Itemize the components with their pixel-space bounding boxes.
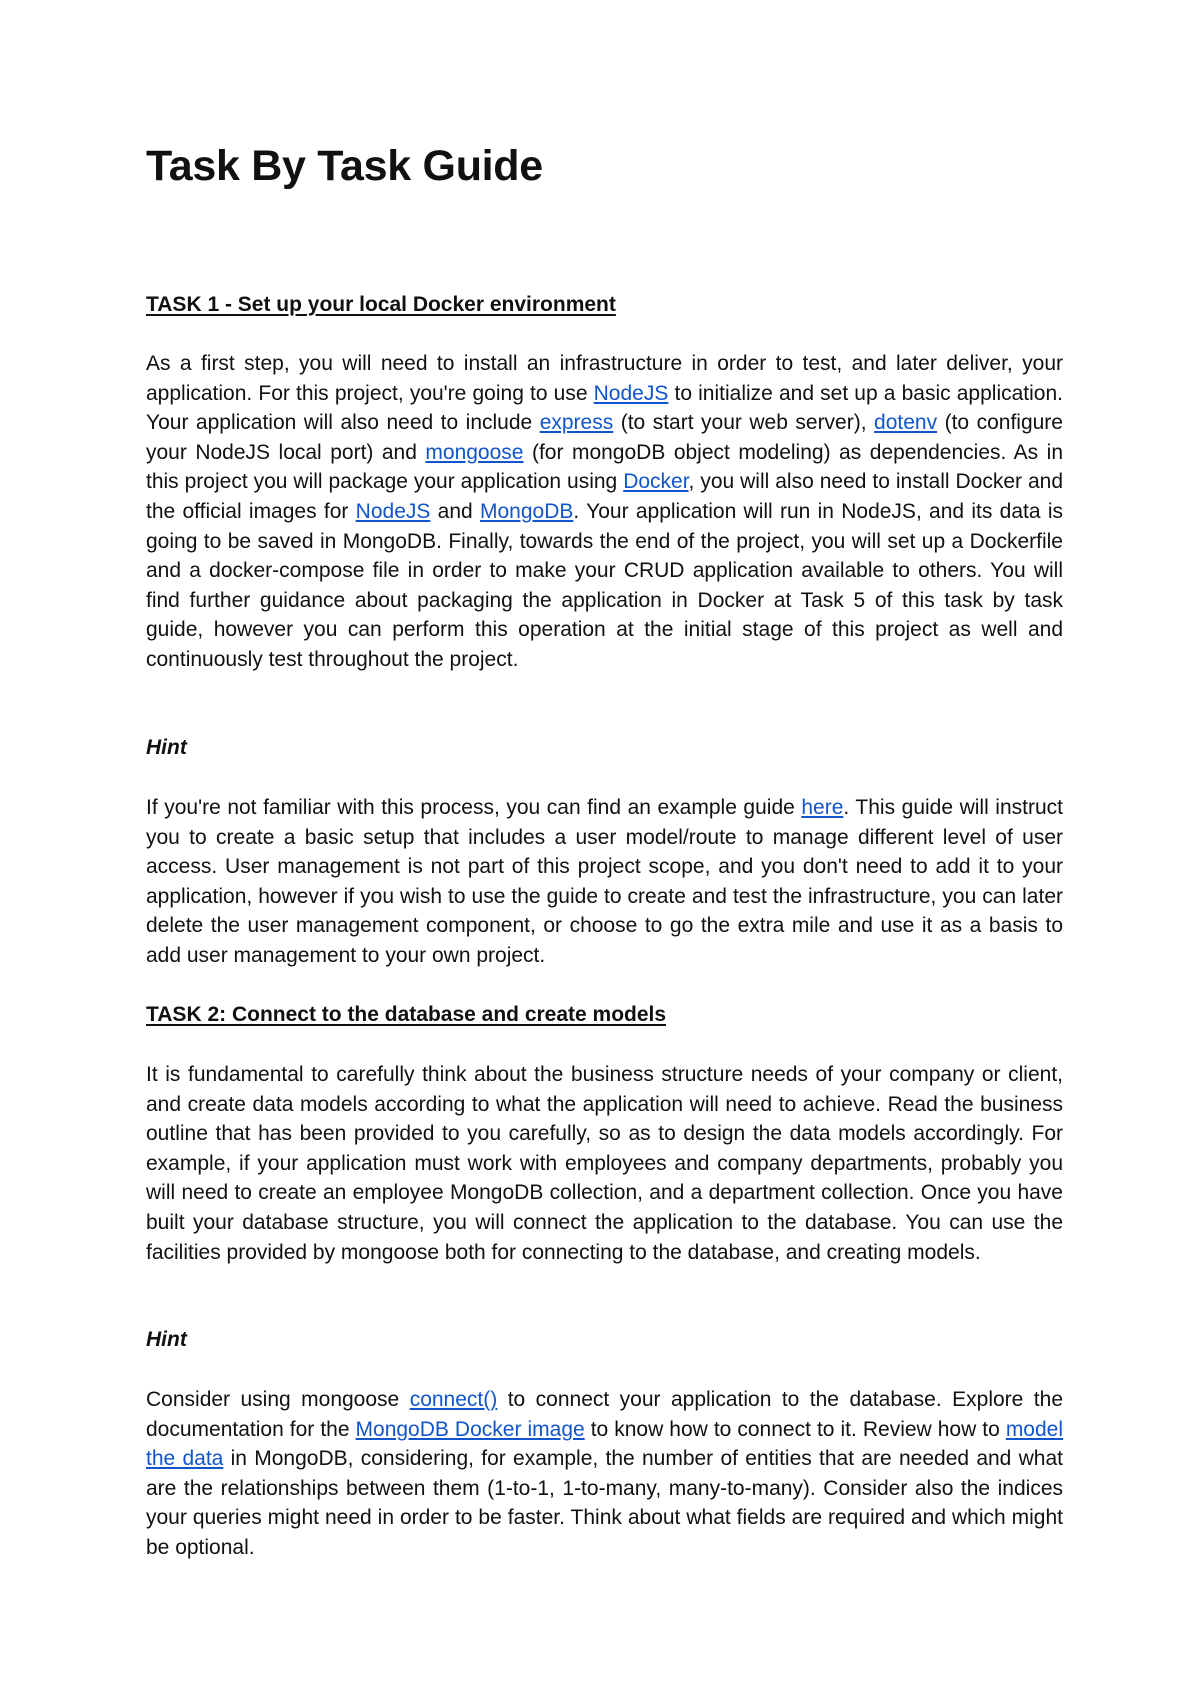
text-run: to connect your application to the database. Explore the documentation for the <box>146 1388 1063 1441</box>
task1-paragraph <box>146 349 1063 675</box>
text-run: If you're not familiar with this process, you can find an example guide <box>146 796 802 819</box>
text-run: in MongoDB, considering, for example, the number of entities that are needed and what are the relationships between them (1-to-1, 1-to-many, many-to-many). Consider also the indices your queries might need in order to be faster. Think about what fields are required and which might be optional. <box>146 1447 1063 1559</box>
model-the-data-link[interactable]: model the data <box>146 1417 1064 1471</box>
text-run: and <box>430 499 480 523</box>
text-run: to know how to connect to it. Review how to <box>584 1417 1006 1441</box>
docker-link[interactable]: Docker <box>623 470 689 494</box>
example-guide-link[interactable]: here <box>801 796 844 819</box>
text-run: . Your application will run in NodeJS, and its data is going to be saved in MongoDB. Finally, towards the end of the project, you will set up a Dockerfile and a docker-compose file in order to make your CRUD application available to others. You will find further guidance about packaging the application in Docker at Task 5 of this task by task guide, however you can perform this operation at the initial stage of this project as well and continuously test throughout the project. <box>146 499 1063 671</box>
mongodb-image-link[interactable]: MongoDB <box>480 499 574 523</box>
text-run: As a first step, you will need to install an infrastructure in order to test, and later deliver, your application. For this project, you're going to use <box>146 352 1063 405</box>
task2-paragraph: It is fundamental to carefully think about the business structure needs of your company or client, and create data models according to what the application will need to achieve. Read the business outline that has been provided to you carefully, so as to design the data models accordingly. For example, if your application must work with employees and company departments, probably you will need to create an employee MongoDB collection, and a department collection. Once you have built your database structure, you will connect the application to the database. You can use the facilities provided by mongoose both for connecting to the database, and creating models. <box>146 1063 1063 1264</box>
task1-heading: TASK 1 - Set up your local Docker environment <box>146 293 616 316</box>
task2-hint-paragraph <box>146 1385 1063 1563</box>
nodejs-image-link[interactable]: NodeJS <box>355 499 431 523</box>
text-run: (for mongoDB object modeling) as dependencies. As in this project you will package your application using <box>146 440 1063 494</box>
task1-hint-label: Hint <box>146 736 187 759</box>
mongodb-docker-image-link[interactable]: MongoDB Docker image <box>355 1417 585 1441</box>
task2-hint-label: Hint <box>146 1328 187 1351</box>
task1-hint-paragraph <box>146 793 1063 971</box>
text-run: Consider using mongoose <box>146 1388 410 1411</box>
task2-heading: TASK 2: Connect to the database and create models <box>146 1003 667 1026</box>
text-run: , you will also need to install Docker and the official images for <box>146 470 1063 523</box>
mongoose-connect-link[interactable]: connect() <box>409 1388 498 1411</box>
text-run: . This guide will instruct you to create a basic setup that includes a user model/route to manage different level of user access. User management is not part of this project scope, and you don't need to add it to your application, however if you wish to use the guide to create and test the infrastructure, you can later delete the user management component, or choose to go the extra mile and use it as a basis to add user management to your own project. <box>146 796 1063 967</box>
text-run: (to configure your NodeJS local port) and <box>146 411 1063 464</box>
document-title: Task By Task Guide <box>146 142 543 190</box>
dotenv-link[interactable]: dotenv <box>874 411 938 435</box>
text-run: to initialize and set up a basic application. Your application will also need to include <box>146 381 1063 435</box>
express-link[interactable]: express <box>539 411 614 435</box>
mongoose-link[interactable]: mongoose <box>425 440 524 464</box>
nodejs-link[interactable]: NodeJS <box>593 381 669 405</box>
text-run: (to start your web server), <box>613 411 875 435</box>
